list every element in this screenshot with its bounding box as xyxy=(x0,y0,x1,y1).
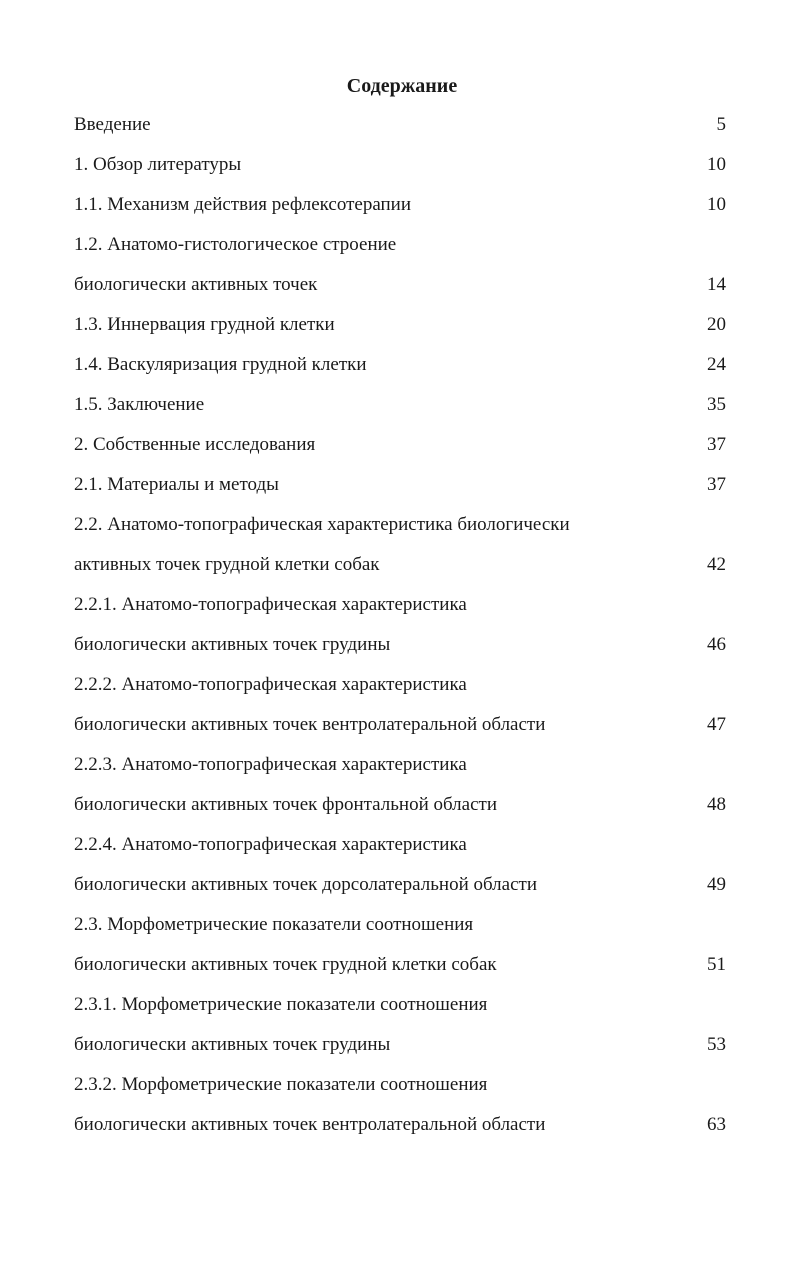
toc-page-number: 42 xyxy=(707,554,726,575)
toc-entry-label: 2.2.2. Анатомо-топографическая характеристика xyxy=(74,674,467,695)
toc-entry-label: 1. Обзор литературы xyxy=(74,154,242,175)
toc-page-number: 24 xyxy=(707,354,726,375)
toc-row xyxy=(72,791,732,831)
toc-row xyxy=(72,1111,732,1151)
toc-row xyxy=(72,591,732,631)
toc-row xyxy=(72,431,732,471)
toc-row xyxy=(72,351,732,391)
toc-entry-label: 2.3. Морфометрические показатели соотношения xyxy=(74,914,474,935)
toc-entry-label: 2.1. Материалы и методы xyxy=(74,474,279,495)
toc-page-number: 20 xyxy=(707,314,726,335)
toc-row xyxy=(72,951,732,991)
toc-row xyxy=(72,111,732,151)
toc-page-number: 14 xyxy=(707,274,726,295)
toc-page-number: 53 xyxy=(707,1034,726,1055)
toc-page-number: 10 xyxy=(707,154,726,175)
toc-entry-label: 1.5. Заключение xyxy=(74,394,205,415)
toc-page-number: 5 xyxy=(716,114,726,135)
toc-row xyxy=(72,991,732,1031)
toc-entry-label: биологически активных точек фронтальной области xyxy=(74,794,498,815)
toc-entry-label: 2.2.3. Анатомо-топографическая характеристика xyxy=(74,754,467,775)
toc-row xyxy=(72,231,732,271)
toc-page-number: 10 xyxy=(707,194,726,215)
toc-row xyxy=(72,551,732,591)
toc-row xyxy=(72,471,732,511)
toc-row xyxy=(72,711,732,751)
toc-entry-label: биологически активных точек вентролатеральной области xyxy=(74,714,546,735)
toc-entry-label: биологически активных точек дорсолатеральной области xyxy=(74,874,537,895)
toc-row xyxy=(72,311,732,351)
toc-page-number: 46 xyxy=(707,634,726,655)
toc-entry-label: 1.3. Иннервация грудной клетки xyxy=(74,314,335,335)
toc-entry-label: активных точек грудной клетки собак xyxy=(74,554,380,575)
toc-row xyxy=(72,391,732,431)
toc-entry-label: 1.2. Анатомо-гистологическое строение xyxy=(74,234,397,255)
toc-page-number: 51 xyxy=(707,954,726,975)
toc-page-number: 37 xyxy=(707,474,726,495)
toc-row xyxy=(72,671,732,711)
toc-page-number: 63 xyxy=(707,1114,726,1135)
toc-entry-label: 1.1. Механизм действия рефлексотерапии xyxy=(74,194,412,215)
toc-row xyxy=(72,191,732,231)
toc-entry-label: 2. Собственные исследования xyxy=(74,434,316,455)
toc-row xyxy=(72,911,732,951)
toc-entry-label: биологически активных точек вентролатеральной области xyxy=(74,1114,546,1135)
toc-page-number: 47 xyxy=(707,714,726,735)
toc-entry-label: 2.2.1. Анатомо-топографическая характеристика xyxy=(74,594,467,615)
toc-page-number: 49 xyxy=(707,874,726,895)
toc-page-number: 48 xyxy=(707,794,726,815)
toc-entry-label: биологически активных точек грудины xyxy=(74,1034,391,1055)
toc-row xyxy=(72,511,732,551)
toc-entry-label: 2.3.2. Морфометрические показатели соотношения xyxy=(74,1074,488,1095)
page-title: Содержание xyxy=(346,75,458,97)
toc-page-number: 37 xyxy=(707,434,726,455)
toc-page-number: 35 xyxy=(707,394,726,415)
toc-entry-label: 1.4. Васкуляризация грудной клетки xyxy=(74,354,367,375)
toc-entry-label: 2.2. Анатомо-топографическая характеристика биологически xyxy=(74,514,570,535)
toc-row xyxy=(72,751,732,791)
toc-entry-label: биологически активных точек грудины xyxy=(74,634,391,655)
toc-row xyxy=(72,1071,732,1111)
toc-entry-label: биологически активных точек грудной клетки собак xyxy=(74,954,497,975)
toc-row xyxy=(72,271,732,311)
toc-row xyxy=(72,1031,732,1071)
toc-row xyxy=(72,631,732,671)
table-of-contents xyxy=(72,111,732,1151)
toc-entry-label: Введение xyxy=(74,114,151,135)
toc-row xyxy=(72,151,732,191)
toc-row xyxy=(72,831,732,871)
toc-row xyxy=(72,871,732,911)
toc-entry-label: 2.2.4. Анатомо-топографическая характеристика xyxy=(74,834,467,855)
toc-entry-label: 2.3.1. Морфометрические показатели соотношения xyxy=(74,994,488,1015)
toc-entry-label: биологически активных точек xyxy=(74,274,318,295)
